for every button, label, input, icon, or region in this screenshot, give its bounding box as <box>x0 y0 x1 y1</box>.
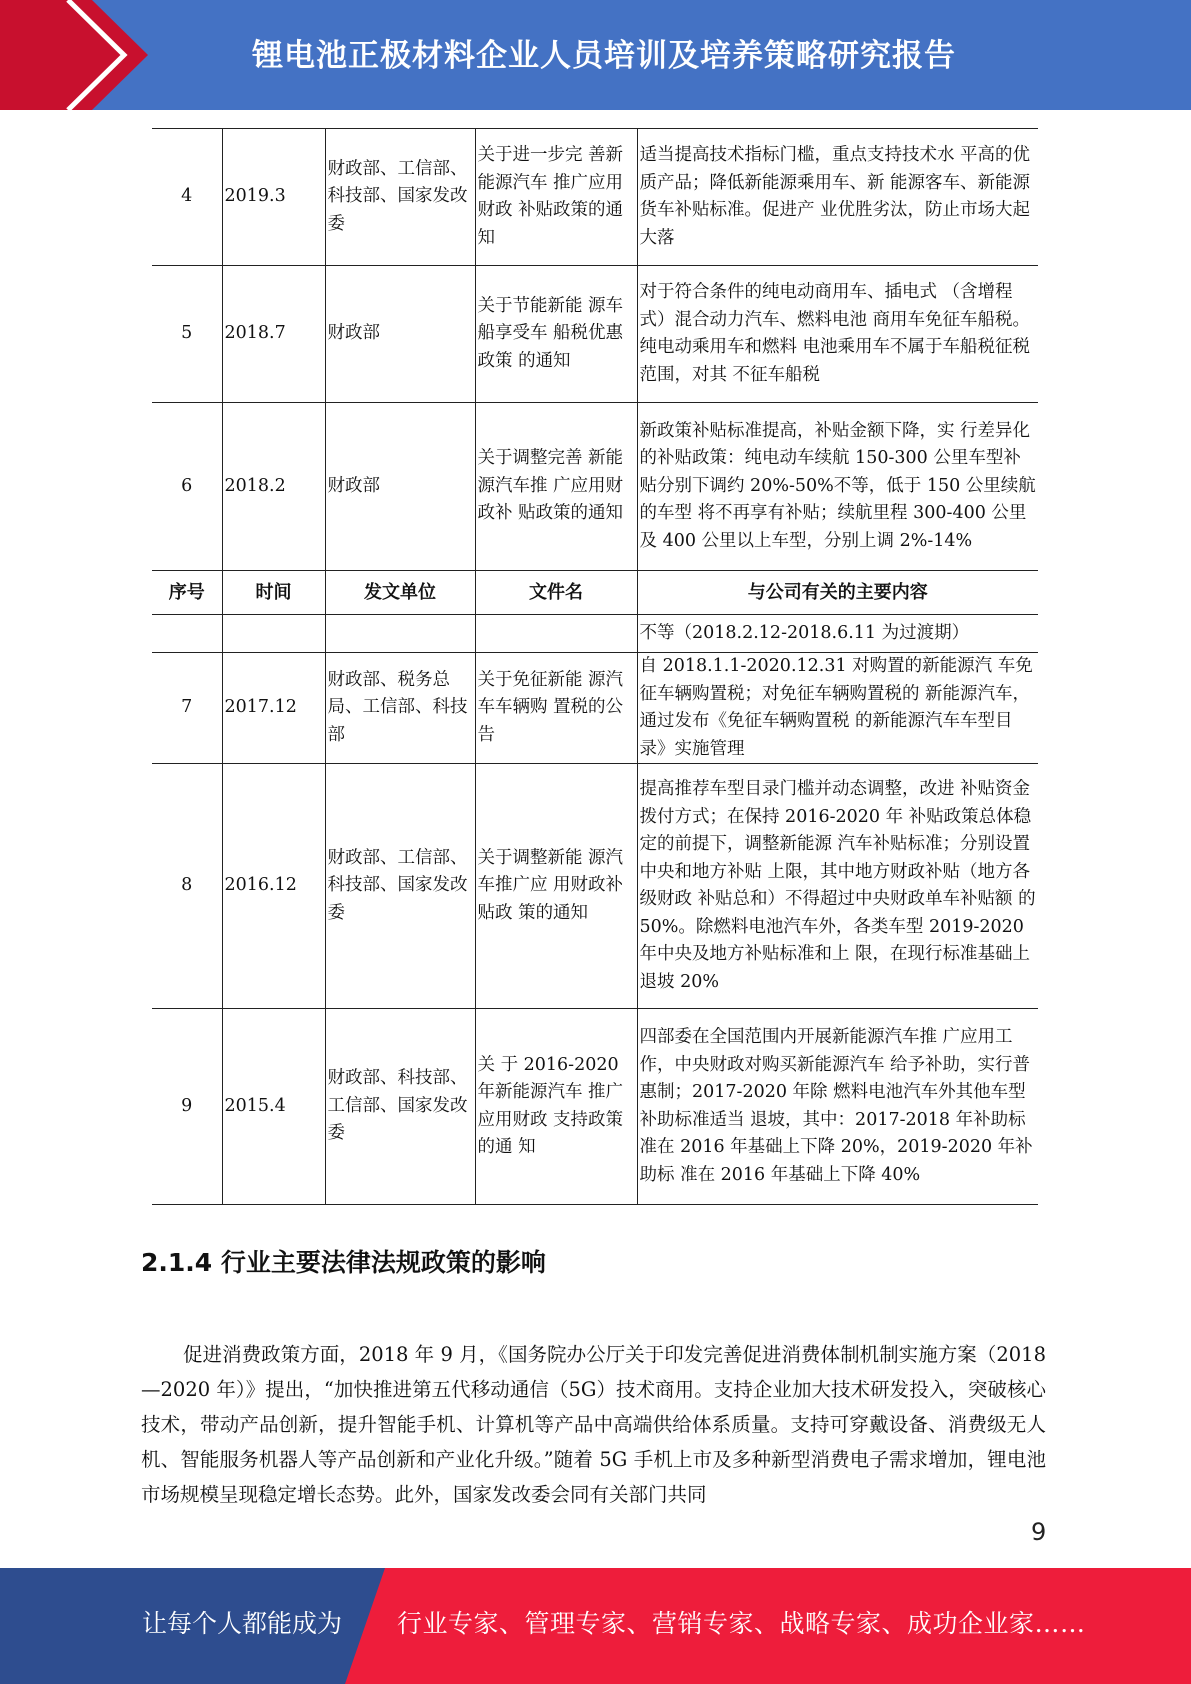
cell-date: 2016.12 <box>222 764 325 1009</box>
cell-issuer: 财政部 <box>325 403 475 571</box>
cell-no: 6 <box>152 403 222 571</box>
cell-content: 四部委在全国范围内开展新能源汽车推 广应用工作，中央财政对购买新能源汽车 给予补助，实行普惠制；2017-2020 年除 燃料电池汽车外其他车型补助标准适当 退坡，其中：2017-2018 年补助标准在 2016 年基础上下降 20%，2019-2020 年补助标 准在 2016 年基础上下降 40% <box>637 1009 1038 1205</box>
policy-table <box>152 128 1038 1205</box>
cell-content: 自 2018.1.1-2020.12.31 对购置的新能源汽 车免征车辆购置税；对免征车辆购置税的 新能源汽车，通过发布《免征车辆购置税 的新能源汽车车型目录》实施管理 <box>637 653 1038 764</box>
cell-document <box>475 615 637 653</box>
header-content: 与公司有关的主要内容 <box>637 571 1038 615</box>
header-arrow-decoration <box>0 0 160 110</box>
cell-issuer: 财政部、工信部、科技部、国家发改委 <box>325 764 475 1009</box>
cell-content: 适当提高技术指标门槛，重点支持技术水 平高的优质产品；降低新能源乘用车、新 能源客车、新能源货车补贴标准。促进产 业优胜劣汰，防止市场大起大落 <box>637 129 1038 266</box>
table-row <box>152 1009 1038 1205</box>
cell-no: 9 <box>152 1009 222 1205</box>
cell-date: 2017.12 <box>222 653 325 764</box>
table-header-row <box>152 571 1038 615</box>
header-date: 时间 <box>222 571 325 615</box>
cell-content: 提高推荐车型目录门槛并动态调整，改进 补贴资金拨付方式；在保持 2016-2020 年 补贴政策总体稳定的前提下，调整新能源 汽车补贴标准；分别设置中央和地方补贴 上限，其中地方财政补贴（地方各级财政 补贴总和）不得超过中央财政单车补贴额 的 50%。除燃料电池汽车外，各类车型 2019-2020 年中央及地方补贴标准和上 限，在现行标准基础上退坡 20% <box>637 764 1038 1009</box>
table-row <box>152 266 1038 403</box>
cell-issuer: 财政部 <box>325 266 475 403</box>
cell-document: 关于调整新能 源汽车推广应 用财政补贴政 策的通知 <box>475 764 637 1009</box>
footer-slogan-left: 让每个人都能成为 <box>142 1609 343 1638</box>
cell-content: 新政策补贴标准提高，补贴金额下降，实 行差异化的补贴政策：纯电动车续航 150-300 公里车型补贴分别下调约 20%-50%不等，低于 150 公里续航的车型 将不再享有补贴；续航里程 300-400 公里 及 400 公里以上车型，分别上调 2%-14% <box>637 403 1038 571</box>
table-row <box>152 615 1038 653</box>
footer-slogan-right: 行业专家、管理专家、营销专家、战略专家、成功企业家…… <box>397 1609 1086 1638</box>
cell-content: 对于符合条件的纯电动商用车、插电式 （含增程式）混合动力汽车、燃料电池 商用车免征车船税。纯电动乘用车和燃料 电池乘用车不属于车船税征税范围，对其 不征车船税 <box>637 266 1038 403</box>
cell-document: 关 于 2016-2020 年新能源汽车 推广应用财政 支持政策的通 知 <box>475 1009 637 1205</box>
cell-date: 2015.4 <box>222 1009 325 1205</box>
page-header <box>0 0 1191 110</box>
cell-issuer <box>325 615 475 653</box>
body-paragraph: 促进消费政策方面，2018 年 9 月，《国务院办公厅关于印发完善促进消费体制机制实施方案（2018—2020 年）》提出，“加快推进第五代移动通信（5G）技术商用。支持企业加大技术研发投入，突破核心技术，带动产品创新，提升智能手机、计算机等产品中高端供给体系质量。支持可穿戴设备、消费级无人机、智能服务机器人等产品创新和产业化升级。”随着 5G 手机上市及多种新型消费电子需求增加，锂电池市场规模呈现稳定增长态势。此外，国家发改委会同有关部门共同 <box>141 1342 1046 1506</box>
cell-date: 2018.2 <box>222 403 325 571</box>
cell-document: 关于免征新能 源汽车车辆购 置税的公告 <box>475 653 637 764</box>
header-document: 文件名 <box>475 571 637 615</box>
page-number: 9 <box>1031 1518 1047 1546</box>
section-heading: 2.1.4 行业主要法律法规政策的影响 <box>141 1248 546 1277</box>
cell-document: 关于调整完善 新能源汽车推 广应用财政补 贴政策的通知 <box>475 403 637 571</box>
table-row <box>152 764 1038 1009</box>
header-issuer: 发文单位 <box>325 571 475 615</box>
cell-date: 2018.7 <box>222 266 325 403</box>
cell-date: 2019.3 <box>222 129 325 266</box>
cell-issuer: 财政部、工信部、科技部、国家发改委 <box>325 129 475 266</box>
header-no: 序号 <box>152 571 222 615</box>
cell-no: 7 <box>152 653 222 764</box>
cell-content: 不等（2018.2.12-2018.6.11 为过渡期） <box>637 615 1038 653</box>
cell-issuer: 财政部、税务总局、工信部、科技部 <box>325 653 475 764</box>
cell-no: 4 <box>152 129 222 266</box>
cell-document: 关于进一步完 善新能源汽车 推广应用财政 补贴政策的通 知 <box>475 129 637 266</box>
cell-no: 8 <box>152 764 222 1009</box>
cell-no <box>152 615 222 653</box>
cell-date <box>222 615 325 653</box>
page-footer <box>0 1568 1191 1684</box>
table-row <box>152 403 1038 571</box>
cell-no: 5 <box>152 266 222 403</box>
cell-document: 关于节能新能 源车船享受车 船税优惠政策 的通知 <box>475 266 637 403</box>
cell-issuer: 财政部、科技部、工信部、国家发改委 <box>325 1009 475 1205</box>
header-title: 锂电池正极材料企业人员培训及培养策略研究报告 <box>252 38 956 74</box>
table-row <box>152 129 1038 266</box>
table-row <box>152 653 1038 764</box>
